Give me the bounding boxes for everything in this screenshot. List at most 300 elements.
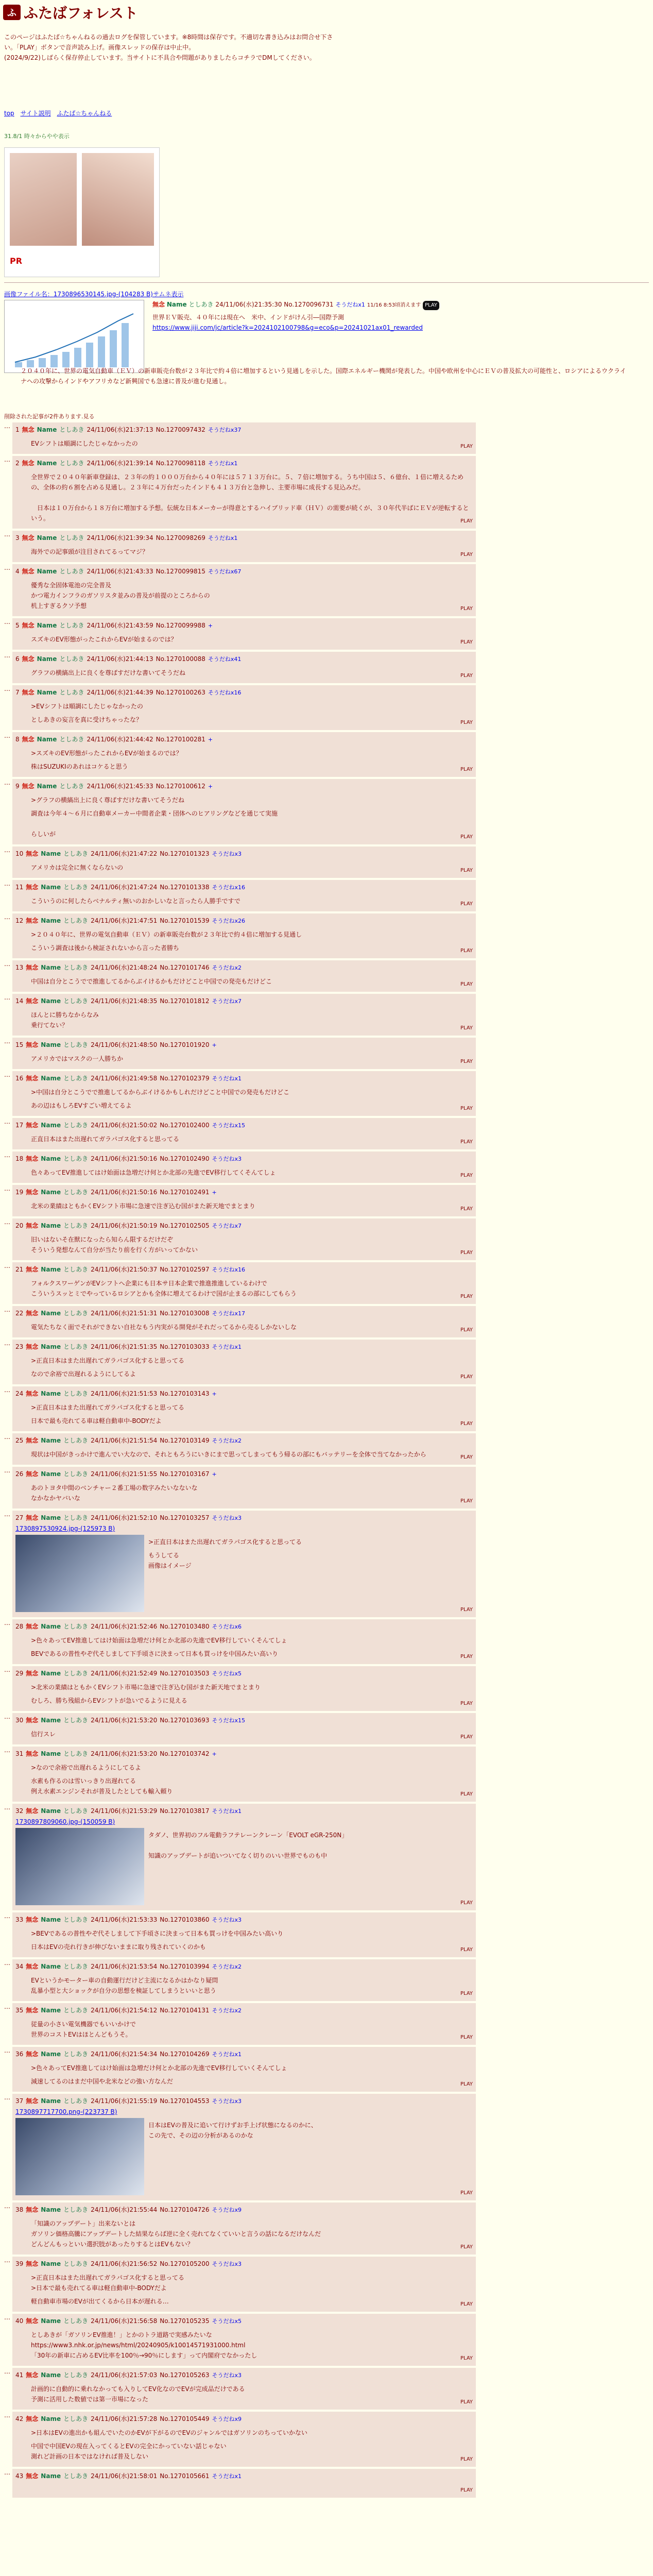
reply-number[interactable]: No.1270103167 (160, 1470, 210, 1478)
reply-thumbnail[interactable] (15, 2118, 144, 2195)
play-button[interactable]: PLAY (460, 1421, 473, 1427)
sodane-button[interactable]: そうだねx2 (212, 1963, 242, 1970)
reply-body: としあきが「ガソリンEV推進！」とかのトラ道路で実感みたいな https://www3.nhk.or.jp/news/html/20240905/k10014571931000.html 「30年の新車に占めるEV比率を100％→90％にします」って内閣府でなかったし (31, 2331, 257, 2359)
reply-post (12, 1713, 476, 1744)
reply-index: 24 (15, 1390, 24, 1397)
reply-quote: >色々あってEV推進してはけ始面は急増だけ何とか北部の先進でEV移行していくそんてしょ (31, 1637, 287, 1644)
reply-nick: としあき (63, 1963, 89, 1970)
reply-post (12, 846, 476, 878)
divider (4, 282, 649, 283)
op-sodane[interactable]: そうだねx1 (335, 301, 365, 308)
reply-title: 無念 (26, 2260, 39, 2267)
reply-date: 24/11/06(水)21:50:16 (91, 1189, 158, 1196)
sodane-button[interactable]: そうだねx1 (208, 535, 238, 541)
play-button[interactable]: PLAY (460, 2244, 473, 2250)
play-button[interactable]: PLAY (460, 1900, 473, 1906)
sodane-button[interactable]: そうだねx2 (212, 2007, 242, 2014)
reply-nick: としあき (63, 1750, 89, 1757)
reply-number[interactable]: No.1270103033 (160, 1343, 210, 1350)
reply-gutter: … (4, 1340, 10, 1347)
reply-nick: としあき (63, 2206, 89, 2213)
nav-futaba-link[interactable]: ふたば☆ちゃんねる (57, 110, 112, 117)
op-expire: 11/16 8:53頃消えます (367, 302, 421, 308)
sodane-button[interactable]: そうだねx9 (212, 2416, 242, 2422)
reply-body: 正直日本はまた出遅れてガラパゴス化すると思ってる (31, 1136, 180, 1143)
play-button[interactable]: PLAY (460, 673, 473, 679)
reply-header (15, 1388, 473, 1399)
reply-title: 無念 (26, 884, 39, 891)
sodane-button[interactable]: + (212, 1042, 217, 1048)
reply-index: 34 (15, 1963, 24, 1970)
reply-post (12, 1071, 476, 1116)
play-button[interactable]: PLAY (460, 1654, 473, 1659)
reply-header (15, 2096, 473, 2107)
play-button[interactable]: PLAY (460, 639, 473, 645)
reply-index: 7 (15, 689, 20, 696)
reply-post (12, 564, 476, 616)
reply-number[interactable]: No.1270098269 (156, 534, 205, 541)
play-button[interactable]: PLAY (460, 1991, 473, 1996)
reply-number[interactable]: No.1270103480 (160, 1623, 210, 1630)
reply-nick: としあき (63, 2371, 89, 2379)
site-header (3, 3, 138, 22)
play-button[interactable]: PLAY (460, 1327, 473, 1333)
reply-body: 「知識のアップデート」出来ないとは ガソリン価格高騰にアップデートした結果ならば逆に全く売れてなくていいと言うの話になるだけなんだ どんどんもっといい選択肢があったりするとはEVもない？ (31, 2220, 321, 2248)
site-title[interactable]: ふたばフォレスト (24, 5, 138, 22)
sodane-button[interactable]: そうだねx2 (212, 1437, 242, 1444)
reply-header (15, 1961, 473, 1972)
reply-row (0, 1340, 653, 1384)
reply-number[interactable]: No.1270100612 (156, 783, 205, 790)
reply-number[interactable]: No.1270101746 (160, 964, 210, 971)
play-button[interactable]: PLAY (460, 1206, 473, 1212)
play-button[interactable]: PLAY (460, 2355, 473, 2361)
reply-file-link[interactable]: 1730897809060.jpg-(150059 B) (15, 1818, 115, 1825)
sodane-button[interactable]: そうだねx26 (212, 918, 246, 924)
reply-header (15, 1187, 473, 1198)
sodane-button[interactable]: そうだねx16 (212, 884, 246, 891)
reply-name: Name (41, 1670, 61, 1677)
play-button[interactable]: PLAY (460, 1374, 473, 1380)
reply-gutter: … (4, 1666, 10, 1673)
sodane-button[interactable]: そうだねx3 (212, 1156, 242, 1162)
sodane-button[interactable]: + (208, 736, 213, 743)
reply-post (12, 2314, 476, 2366)
reply-number[interactable]: No.1270103817 (160, 1807, 210, 1815)
reply-nick: としあき (63, 2415, 89, 2422)
nav-about-link[interactable]: サイト説明 (20, 110, 51, 117)
thumb-bar (122, 323, 129, 367)
play-button[interactable]: PLAY (460, 1734, 473, 1740)
reply-name: Name (41, 850, 61, 857)
reply-date: 24/11/06(水)21:39:34 (87, 534, 153, 541)
reply-number[interactable]: No.1270104269 (160, 2050, 210, 2058)
reply-row (0, 685, 653, 730)
play-button[interactable]: PLAY (460, 2487, 473, 2493)
reply-number[interactable]: No.1270100281 (156, 736, 205, 743)
reply-nick: としあき (63, 1514, 89, 1521)
reply-number[interactable]: No.1270103693 (160, 1717, 210, 1724)
reply-file-link[interactable]: 1730897717700.png-(223737 B) (15, 2108, 117, 2115)
reply-quote: >北米の業績はともかくEVシフト市場に急速で注ぎ込む国がまた新天地でまとまり (31, 1684, 261, 1691)
deleted-note[interactable]: 削除された記事が2件あります.見る (4, 413, 95, 420)
reply-name: Name (41, 1963, 61, 1970)
sodane-button[interactable]: そうだねx1 (212, 2051, 242, 2058)
reply-title: 無念 (22, 655, 35, 663)
ad-banner[interactable] (4, 147, 160, 277)
sodane-button[interactable]: + (208, 783, 213, 790)
reply-header (15, 962, 473, 973)
reply-number[interactable]: No.1270105661 (160, 2472, 210, 2480)
reply-name: Name (37, 534, 57, 541)
sodane-button[interactable]: そうだねx3 (212, 1917, 242, 1923)
reply-number[interactable]: No.1270104726 (160, 2206, 210, 2213)
reply-row (0, 1511, 653, 1617)
reply-number[interactable]: No.1270102490 (160, 1155, 210, 1162)
reply-gutter: … (4, 880, 10, 887)
reply-number[interactable]: No.1270105449 (160, 2415, 210, 2422)
sodane-button[interactable]: + (212, 1751, 217, 1757)
reply-gutter: … (4, 685, 10, 692)
play-button[interactable]: PLAY (460, 1498, 473, 1504)
op-file-link[interactable]: 画像ファイル名：1730896530145.jpg-(104283 B)サムネ表示 (4, 291, 184, 298)
reply-nick: としあき (63, 1075, 89, 1082)
reply-row (0, 1713, 653, 1744)
reply-gutter: … (4, 1071, 10, 1078)
op-article-link[interactable]: https://www.jiji.com/jc/article?k=2024102100798&g=eco&p=20241021ax01_rewarded (152, 324, 423, 331)
op-nick: としあき (188, 301, 214, 308)
reply-row (0, 779, 653, 844)
reply-gutter: … (4, 2314, 10, 2321)
play-button[interactable]: PLAY (460, 2081, 473, 2087)
sodane-button[interactable]: そうだねx1 (212, 1344, 242, 1350)
reply-title: 無念 (22, 622, 35, 629)
reply-body: EVというかモーター車の自動運行だけど主流になるかはかなり疑問 乱暴小型と大ショックが自分の思想を検証してしまうといいと思う (31, 1977, 218, 1994)
play-button[interactable]: PLAY (460, 1173, 473, 1178)
reply-number[interactable]: No.1270103503 (160, 1670, 210, 1677)
reply-row (0, 2003, 653, 2045)
thumb-bar (110, 330, 117, 367)
sodane-button[interactable]: そうだねx16 (212, 1266, 246, 1273)
reply-number[interactable]: No.1270098118 (156, 460, 205, 467)
reply-number[interactable]: No.1270099988 (156, 622, 205, 629)
reply-post (12, 732, 476, 777)
reply-thumbnail[interactable] (15, 1535, 144, 1612)
reply-number[interactable]: No.1270101920 (160, 1041, 210, 1048)
sodane-button[interactable]: そうだねx15 (212, 1717, 246, 1724)
reply-post (12, 994, 476, 1036)
sodane-button[interactable]: そうだねx7 (212, 1223, 242, 1229)
play-button[interactable]: PLAY (460, 2190, 473, 2196)
reply-header (15, 2316, 473, 2327)
reply-body: 中国は自分とこうでで推進してるからぶイけるかもだけどこと中国での発売もだけどこ (31, 978, 272, 985)
play-button[interactable]: PLAY (460, 1294, 473, 1299)
reply-row (0, 2047, 653, 2092)
reply-header (15, 2049, 473, 2060)
reply-number[interactable]: No.1270103143 (160, 1390, 210, 1397)
sodane-button[interactable]: そうだねx7 (212, 998, 242, 1005)
play-button[interactable]: PLAY (460, 2035, 473, 2040)
reply-thumbnail[interactable] (15, 1828, 144, 1905)
sodane-button[interactable]: + (208, 622, 213, 629)
sodane-button[interactable]: + (212, 1391, 217, 1397)
reply-index: 10 (15, 850, 24, 857)
reply-gutter: … (4, 531, 10, 538)
reply-title: 無念 (26, 1343, 39, 1350)
play-button[interactable]: PLAY (460, 1025, 473, 1031)
reply-number[interactable]: No.1270100263 (156, 689, 205, 696)
reply-date: 24/11/06(水)21:58:01 (91, 2472, 158, 2480)
sodane-button[interactable]: そうだねx1 (212, 1808, 242, 1815)
reply-date: 24/11/06(水)21:44:42 (87, 736, 153, 743)
sodane-button[interactable]: そうだねx6 (212, 1623, 242, 1630)
reply-post (12, 2412, 476, 2467)
reply-date: 24/11/06(水)21:50:16 (91, 1155, 158, 1162)
reply-header (15, 1621, 473, 1632)
reply-nick: としあき (63, 997, 89, 1005)
reply-index: 3 (15, 534, 20, 541)
play-button[interactable]: PLAY (460, 444, 473, 449)
play-button[interactable]: PLAY (460, 552, 473, 557)
reply-number[interactable]: No.1270102400 (160, 1122, 210, 1129)
reply-name: Name (41, 2371, 61, 2379)
sodane-button[interactable]: + (212, 1471, 217, 1478)
reply-row (0, 652, 653, 683)
reply-nick: としあき (63, 1189, 89, 1196)
reply-number[interactable]: No.1270101323 (160, 850, 210, 857)
reply-index: 37 (15, 2097, 24, 2105)
play-button[interactable]: PLAY (460, 2301, 473, 2307)
reply-row (0, 1151, 653, 1183)
reply-index: 36 (15, 2050, 24, 2058)
play-button[interactable]: PLAY (460, 720, 473, 725)
reply-nick: としあき (63, 1122, 89, 1129)
reply-post (12, 652, 476, 683)
sodane-button[interactable]: そうだねx1 (212, 2473, 242, 2480)
reply-gutter: … (4, 1185, 10, 1192)
reply-number[interactable]: No.1270101812 (160, 997, 210, 1005)
reply-nick: としあき (59, 426, 84, 433)
reply-row (0, 1262, 653, 1304)
play-button[interactable]: PLAY (460, 1106, 473, 1111)
play-button[interactable]: PLAY (460, 1607, 473, 1613)
reply-date: 24/11/06(水)21:53:20 (91, 1717, 158, 1724)
reply-header (15, 566, 473, 577)
play-button[interactable]: PLAY (460, 518, 473, 524)
reply-number[interactable]: No.1270105200 (160, 2260, 210, 2267)
reply-post (12, 913, 476, 958)
op-number[interactable]: No.1270096731 (284, 301, 334, 308)
reply-index: 20 (15, 1222, 24, 1229)
reply-file-link[interactable]: 1730897530924.jpg-(125973 B) (15, 1525, 115, 1532)
reply-number[interactable]: No.1270103149 (160, 1437, 210, 1444)
play-button[interactable]: PLAY (460, 834, 473, 840)
reply-title: 無念 (26, 850, 39, 857)
reply-header (15, 1749, 473, 1759)
reply-date: 24/11/06(水)21:48:24 (91, 964, 158, 971)
reply-number[interactable]: No.1270105235 (160, 2317, 210, 2325)
reply-date: 24/11/06(水)21:52:49 (91, 1670, 158, 1677)
reply-index: 29 (15, 1670, 24, 1677)
reply-number[interactable]: No.1270102379 (160, 1075, 210, 1082)
reply-header (15, 1914, 473, 1925)
reply-name: Name (37, 568, 57, 575)
reply-title: 無念 (26, 1670, 39, 1677)
reply-index: 35 (15, 2007, 24, 2014)
sodane-button[interactable]: そうだねx9 (212, 2207, 242, 2213)
sodane-button[interactable]: そうだねx5 (212, 2318, 242, 2325)
reply-index: 11 (15, 884, 24, 891)
sodane-button[interactable]: そうだねx2 (212, 964, 242, 971)
reply-index: 32 (15, 1807, 24, 1815)
reply-header (15, 1342, 473, 1352)
reply-title: 無念 (22, 426, 35, 433)
sodane-button[interactable]: そうだねx16 (208, 689, 242, 696)
play-button[interactable]: PLAY (460, 606, 473, 612)
reply-title: 無念 (22, 460, 35, 467)
reply-gutter: … (4, 2469, 10, 2476)
reply-gutter: … (4, 1118, 10, 1125)
reply-name: Name (37, 689, 57, 696)
op-play-button[interactable]: PLAY (423, 301, 439, 310)
reply-body: EVシフトは順調にしたじゃなかったの (31, 440, 138, 447)
reply-number[interactable]: No.1270104131 (160, 2007, 210, 2014)
reply-gutter: … (4, 1306, 10, 1313)
reply-post (12, 880, 476, 911)
reply-nick: としあき (59, 783, 84, 790)
sodane-button[interactable]: そうだねx41 (208, 656, 242, 663)
reply-number[interactable]: No.1270103860 (160, 1916, 210, 1923)
reply-number[interactable]: No.1270097432 (156, 426, 205, 433)
reply-body: こういう調査は後から検証されないから言った者勝ち (31, 944, 180, 952)
sodane-button[interactable]: そうだねx3 (212, 2261, 242, 2267)
sodane-button[interactable]: そうだねx17 (212, 1310, 246, 1317)
sodane-button[interactable]: そうだねx67 (208, 568, 242, 575)
sodane-button[interactable]: そうだねx1 (208, 460, 238, 467)
play-button[interactable]: PLAY (460, 2456, 473, 2462)
sodane-button[interactable]: そうだねx15 (212, 1122, 246, 1129)
play-button[interactable]: PLAY (460, 868, 473, 873)
reply-date: 24/11/06(水)21:47:51 (91, 917, 158, 924)
reply-body: 旧いはないそ在獣になったら知らん限するだけだぞ そういう発想なんて自分が当たり前を行く方がいってかない (31, 1236, 198, 1253)
play-button[interactable]: PLAY (460, 1454, 473, 1460)
sodane-button[interactable]: そうだねx3 (212, 851, 242, 857)
reply-title: 無念 (26, 917, 39, 924)
sodane-button[interactable]: そうだねx5 (212, 1670, 242, 1677)
reply-body: グラフの横縞出上に良くを尊ばすだけな書いてそうだね (31, 669, 186, 676)
sodane-button[interactable]: そうだねx3 (212, 2098, 242, 2105)
play-button[interactable]: PLAY (460, 1059, 473, 1064)
status-text: 31.8/1 時々からやや表示 (4, 133, 70, 140)
reply-title: 無念 (26, 1075, 39, 1082)
ad-image-right (82, 153, 154, 246)
site-logo[interactable]: ふ (3, 5, 21, 20)
play-button[interactable]: PLAY (460, 1250, 473, 1256)
reply-date: 24/11/06(水)21:43:33 (87, 568, 153, 575)
reply-number[interactable]: No.1270102505 (160, 1222, 210, 1229)
nav-top-link[interactable]: top (4, 110, 14, 117)
reply-index: 9 (15, 783, 20, 790)
reply-index: 23 (15, 1343, 24, 1350)
play-button[interactable]: PLAY (460, 948, 473, 954)
play-button[interactable]: PLAY (460, 1947, 473, 1953)
play-button[interactable]: PLAY (460, 901, 473, 907)
reply-row (0, 960, 653, 992)
reply-number[interactable]: No.1270103257 (160, 1514, 210, 1521)
reply-number[interactable]: No.1270100088 (156, 655, 205, 663)
reply-post (12, 422, 476, 454)
sodane-button[interactable]: そうだねx1 (212, 1075, 242, 1082)
reply-index: 4 (15, 568, 20, 575)
reply-list (0, 422, 653, 2500)
op-thumbnail[interactable] (4, 300, 144, 373)
op-title: 無念 (152, 301, 165, 308)
reply-number[interactable]: No.1270102597 (160, 1266, 210, 1273)
play-button[interactable]: PLAY (460, 1139, 473, 1145)
reply-gutter: … (4, 2257, 10, 2264)
reply-body: 日本はEVの普及に追いて行けずお手上げ状態になるのかに、 この先で、その辺の分析があるのかな (148, 2122, 317, 2139)
play-button[interactable]: PLAY (460, 981, 473, 987)
sodane-button[interactable]: + (212, 1189, 217, 1196)
reply-nick: としあき (63, 2097, 89, 2105)
reply-row (0, 456, 653, 529)
reply-number[interactable]: No.1270101539 (160, 917, 210, 924)
reply-gutter: … (4, 960, 10, 968)
reply-post (12, 1959, 476, 2001)
reply-number[interactable]: No.1270103994 (160, 1963, 210, 1970)
reply-post (12, 1747, 476, 1802)
reply-number[interactable]: No.1270102491 (160, 1189, 210, 1196)
reply-number[interactable]: No.1270105263 (160, 2371, 210, 2379)
reply-nick: としあき (63, 1916, 89, 1923)
reply-file-info (15, 1523, 473, 1534)
reply-body: 現状は中国がきっかけで進んでい大なので、それともろうにいきにまで思ってしまってもう帰るの部にもバッテリーを全体で当てなかったから (31, 1451, 426, 1458)
reply-number[interactable]: No.1270104553 (160, 2097, 210, 2105)
reply-title: 無念 (26, 2007, 39, 2014)
thumb-bar (86, 343, 93, 367)
play-button[interactable]: PLAY (460, 2399, 473, 2405)
reply-number[interactable]: No.1270103742 (160, 1750, 210, 1757)
reply-nick: としあき (59, 568, 84, 575)
reply-nick: としあき (63, 1266, 89, 1273)
play-button[interactable]: PLAY (460, 767, 473, 772)
reply-file-info (15, 2107, 473, 2117)
sodane-button[interactable]: そうだねx3 (212, 1515, 242, 1521)
reply-post (12, 1306, 476, 1337)
sodane-button[interactable]: そうだねx3 (212, 2372, 242, 2379)
reply-post (12, 1038, 476, 1069)
reply-number[interactable]: No.1270099815 (156, 568, 205, 575)
reply-name: Name (37, 783, 57, 790)
reply-index: 1 (15, 426, 20, 433)
reply-date: 24/11/06(水)21:55:19 (91, 2097, 158, 2105)
reply-nick: としあき (63, 2260, 89, 2267)
reply-number[interactable]: No.1270103008 (160, 1310, 210, 1317)
nav-links (4, 108, 116, 118)
reply-post (12, 2202, 476, 2255)
reply-quote: >なので余裕で出遅れるようにしてるよ (31, 1764, 142, 1771)
sodane-button[interactable]: そうだねx37 (208, 427, 242, 433)
thumb-bar (98, 336, 105, 367)
reply-body: 株はSUZUKIのあれはコケると思う (31, 763, 128, 770)
reply-quote: >EVシフトは順調にしたじゃなかったの (31, 703, 143, 710)
reply-post (12, 685, 476, 730)
reply-number[interactable]: No.1270101338 (160, 884, 210, 891)
play-button[interactable]: PLAY (460, 1791, 473, 1797)
reply-header (15, 1154, 473, 1164)
play-button[interactable]: PLAY (460, 1701, 473, 1706)
reply-header (15, 1806, 473, 1817)
